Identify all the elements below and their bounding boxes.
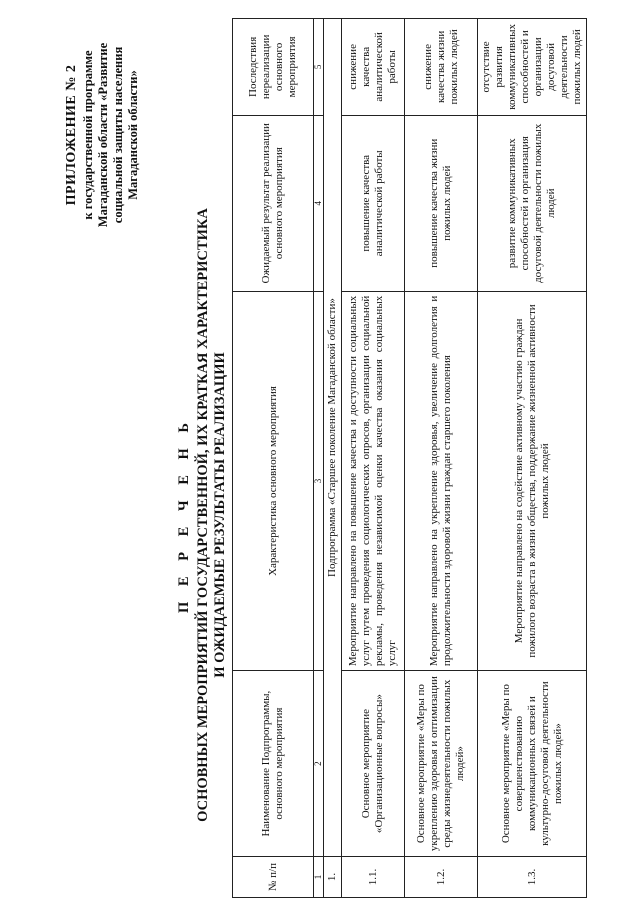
row-consequence: снижение качества жизни пожилых людей: [405, 19, 478, 116]
column-number-row: [314, 19, 324, 898]
row-num: 1.1.: [342, 857, 405, 898]
subprogram-title: Подпрограмма «Старшее поколение Магаданской области»: [324, 19, 342, 857]
subprogram-num: 1.: [324, 857, 342, 898]
measures-table: [232, 18, 587, 898]
appendix-block: [64, 25, 141, 245]
row-result: повышение качества жизни пожилых людей: [405, 115, 478, 291]
header-characteristic: Характеристика основного мероприятия: [233, 291, 314, 670]
title-line-1: ОСНОВНЫХ МЕРОПРИЯТИЙ ГОСУДАРСТВЕННОЙ, ИХ КРАТКАЯ ХАРАКТЕРИСТИКА: [195, 208, 211, 822]
appendix-line: к государственной программе: [81, 50, 95, 220]
table-header-row: [233, 19, 314, 898]
header-name: Наименование Подпрограммы, основного мероприятия: [233, 671, 314, 857]
appendix-line: Магаданской области «Развитие: [96, 42, 110, 228]
appendix-line: Магаданской области»: [126, 70, 140, 200]
row-result: повышение качества аналитической работы: [342, 115, 405, 291]
table-row: [405, 19, 478, 898]
header-result: Ожидаемый результат реализации основного мероприятия: [233, 115, 314, 291]
table-row: [478, 19, 587, 898]
row-characteristic: Мероприятие направлено на содействие активному участию граждан пожилого возраста в жизни общества, поддержание жизненной активности пожилых людей: [478, 291, 587, 670]
column-number: 2: [314, 671, 324, 857]
row-num: 1.2.: [405, 857, 478, 898]
title-spaced: П Е Р Е Ч Е Н Ь: [176, 416, 192, 614]
row-characteristic: Мероприятие направлено на повышение качества и доступности социальных услуг путем проведения социологических опросов, организации социальной рекламы, проведения независимой оценки качества оказания социальных услуг: [342, 291, 405, 670]
appendix-heading: ПРИЛОЖЕНИЕ № 2: [64, 64, 79, 206]
row-consequence: снижение качества аналитической работы: [342, 19, 405, 116]
header-consequence: Последствия нереализации основного мероприятия: [233, 19, 314, 116]
title-line-2: И ОЖИДАЕМЫЕ РЕЗУЛЬТАТЫ РЕАЛИЗАЦИИ: [212, 352, 228, 678]
column-number: 4: [314, 115, 324, 291]
row-name: Основное мероприятие «Организационные вопросы»: [342, 671, 405, 857]
column-number: 5: [314, 19, 324, 116]
appendix-line: социальной защиты населения: [111, 46, 125, 224]
subprogram-row: [324, 19, 342, 898]
row-consequence: отсутствие развития коммуникативных способностей и организации досуговой деятельности пожилых людей: [478, 19, 587, 116]
column-number: 3: [314, 291, 324, 670]
column-number: 1: [314, 857, 324, 898]
row-name: Основное мероприятие «Меры по совершенствованию коммуникационных связей и культурно-досуговой деятельности пожилых людей»: [478, 671, 587, 857]
header-num: № п/п: [233, 857, 314, 898]
row-num: 1.3.: [478, 857, 587, 898]
row-name: Основное мероприятие «Меры по укреплению здоровья и оптимизации среды жизнедеятельности пожилых людей»: [405, 671, 478, 857]
table-row: [342, 19, 405, 898]
row-result: развитие коммуникативных способностей и организация досуговой деятельности пожилых людей: [478, 115, 587, 291]
document-title: [176, 165, 229, 865]
row-characteristic: Мероприятие направлено на укрепление здоровья, увеличение долголетия и продолжительности здоровой жизни граждан старшего поколения: [405, 291, 478, 670]
